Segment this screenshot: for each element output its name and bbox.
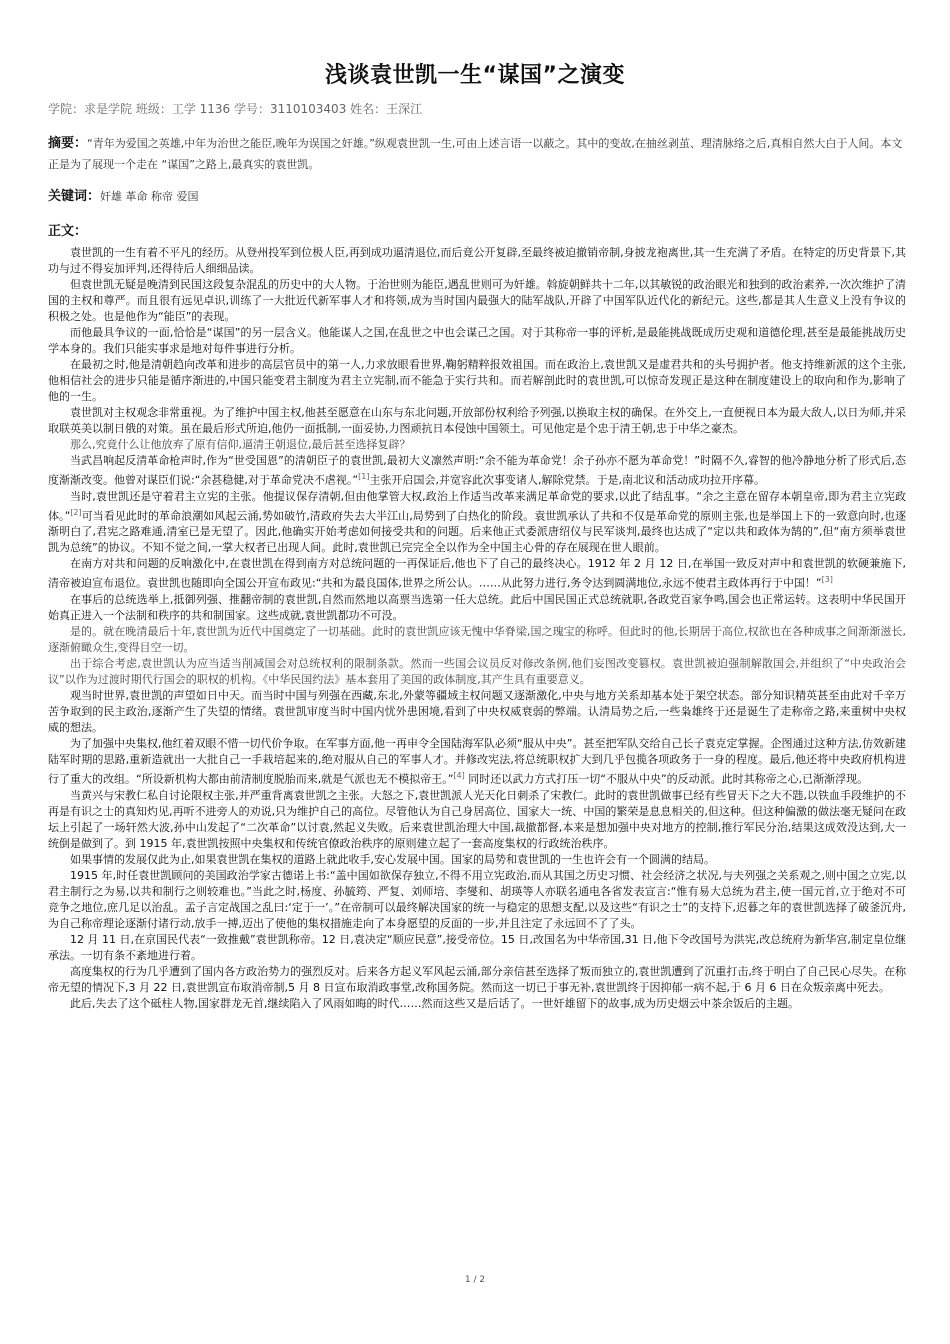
- paragraph: [48, 277, 906, 325]
- page-number: 1 / 2: [464, 1275, 486, 1285]
- paragraph-text: 在最初之时,他是清朝趋向改革和进步的高层官员中的第一人,力求放眼看世界,鞠躬精粹报效祖国。而在政治上,袁世凯又是虚君共和的头号拥护者。他支持维新派的这个主张,他相信社会的进步只能是循序渐进的,中国只能变君主制度为君主立宪制,而不能急于实行共和。而若解剖此时的袁世凯,可以惊奇发现正是这种在制度建设上的取向和作为,影响了他的一生。: [48, 358, 906, 403]
- body-text: [48, 245, 906, 1012]
- keywords: [48, 185, 908, 204]
- paragraph: [48, 624, 906, 656]
- paragraph-text: 袁世凯对主权观念非常重视。为了维护中国主权,他甚至愿意在山东与东北问题,开放部份权利给予列强,以换取主权的确保。在外交上,一直便视日本为最大敌人,以日为师,并采取联英美以制日俄的对策。虽在最后形式所迫,他仍一面抵制,一面妥协,力图顽抗日本侵蚀中国领土。可见他定是个忠于清王朝,忠于中华之豪杰。: [48, 406, 906, 435]
- paragraph-text: 那么,究竟什么让他放弃了原有信仰,逼清王朝退位,最后甚至选择复辟？: [70, 438, 411, 451]
- paragraph-text: 在帝制可以最终解决国家的统一与稳定的思想支配,以及这些“有识之士”的支持下,迟暮之年的袁世凯选择了破釜沉舟,为自己称帝理论逐渐付诸行动,放手一搏,迈出了使他的集权措施走向了本身愿望的反面的一步,并且注定了永远回不了了头。: [48, 900, 906, 930]
- paragraph: [48, 453, 906, 489]
- paragraph: [48, 489, 906, 557]
- paragraph: [48, 656, 906, 688]
- keywords-label: 关键词：: [48, 189, 101, 204]
- paragraph-text: 同时还以武力方式打压一切“不服从中央”的反动派。此时其称帝之心,已渐渐浮现。: [464, 772, 869, 786]
- paragraph: [48, 325, 906, 357]
- abstract: [48, 133, 908, 175]
- paragraph-text: 当时,袁世凯还是守着君主立宪的主张。他提议保存清朝,但由他掌管大权,政治上作适当改革来满足革命党的要求,以此了结乱事。“余之主意在留存本朝皇帝,即为君主立宪政体。”: [48, 489, 906, 523]
- paragraph-text: 袁世凯的一生有着不平凡的经历。从登州投军到位极人臣,再到成功逼清退位,而后竟公开复辟,至最终被迫撤销帝制,身披龙袍离世,其一生充满了矛盾。在特定的历史背景下,其功与过不得妄加评判,还得待后人细细品读。: [48, 246, 906, 275]
- citation-ref: [3]: [821, 575, 833, 585]
- paragraph-text: 当黄兴与宋教仁私自讨论限权主张,并严重背离袁世凯之主张。大怒之下,袁世凯派人光天化日刺杀了宋教仁。此时的袁世凯做事已经有些冒天下之大不韪,以铁血手段维护的不再是有识之士的真知灼见,再听不进旁人的劝说,只为维护自己的高位。尽管他认为自己身居高位、国家大一统、中国的繁荣是息息相关的,但这种。但这种偏激的做法毫无疑问在政坛上引起了一场轩然大波,孙中山发起了“二次革命”以讨袁,然起义失败。后来袁世凯治理大中国,裁撤都督,本来是想加强中央对地方的控制,推行军民分治,结果这成效没达到,大一统倒是做到了。到 1915 年,袁世凯按照中央集权和传统官僚政治秩序的原则建立起了一套高度集权的行政统治秩序。: [48, 788, 906, 850]
- paragraph-text: 为了加强中央集权,他红着双眼不惜一切代价争取。在军事方面,他一再申令全国陆海军队必须“服从中央”。甚至把军队交给自己长子袁克定掌握。企图通过这种方法,仿效新建陆军时期的思路,重新造就出一大批自己一手栽培起来的,绝对服从自己的军事人才。并修改宪法,将总统职权扩大到几乎包揽各项政务于一身的程度。最后,他还将中央政府机构进行了重大的改组。“所设新机构大都由前清制度脱胎而来,就是气派也无不模拟帝王。”: [48, 736, 906, 786]
- abstract-text: “青年为爱国之英雄,中年为治世之能臣,晚年为误国之奸雄。”纵观袁世凯一生,可由上述言语一以蔽之。其中的变故,在抽丝剥茧、理清脉络之后,真相自然大白于人间。本文正是为了展现一个走在 “谋国”之路上,最真实的袁世凯。: [48, 137, 903, 171]
- document-title: 浅谈袁世凯一生“谋国”之演变: [325, 63, 625, 88]
- paragraph: [48, 437, 906, 453]
- keywords-text: 奸雄 革命 称帝 爱国: [100, 190, 199, 203]
- section-heading: 正文：: [48, 224, 88, 239]
- paragraph-text: 观当时世界,袁世凯的声望如日中天。而当时中国与列强在西藏,东北,外蒙等疆域主权问题又逐渐激化,中央与地方关系却基本处于架空状态。部分知识精英甚至由此对千辛万苦争取到的民主政治,逐渐产生了失望的情绪。袁世凯审度当时中国内忧外患困境,看到了中央权威衰弱的弊端。认清局势之后,一些枭雄终于还是诞生了走称帝之路,来重树中央权威的想法。: [48, 688, 906, 734]
- paragraph: [48, 736, 906, 788]
- paragraph-text: 在南方对共和问题的反响激化中,在袁世凯在得到南方对总统问题的一再保证后,他也下了自己的最终决心。1912 年 2 月 12 日,在举国一致反对声中和袁世凯的软硬兼施下,清帝被迫宣布退位。袁世凯也随即向全国公开宣布政见:“共和为最良国体,世界之所公认。……从此努力进行,务令达到圆满地位,永远不使君主政体再行于中国！”: [48, 557, 906, 590]
- paragraph-text: 此后,失去了这个砥柱人物,国家群龙无首,继续陷入了风雨如晦的时代……然而这些又是后话了。一世奸雄留下的故事,成为历史烟云中茶余饭后的主题。: [70, 996, 799, 1010]
- paragraph-text: 是的。就在晚清最后十年,袁世凯为近代中国奠定了一切基础。此时的袁世凯应该无愧中华脊梁,国之瑰宝的称呼。但此时的他,长期居于高位,权欲也在各种成事之间渐渐滋长,逐渐俯瞰众生,变得目空一切。: [48, 624, 906, 654]
- paragraph: [48, 932, 906, 964]
- paragraph: [48, 556, 906, 592]
- paragraph: [48, 852, 906, 868]
- paragraph: [48, 996, 906, 1012]
- paragraph-text: 如果事情的发展仅此为止,如果袁世凯在集权的道路上就此收手,安心发展中国。国家的局势和袁世凯的一生也许会有一个圆满的结局。: [70, 852, 715, 866]
- citation-ref: [4]: [453, 770, 465, 780]
- author-info: 学院：求是学院 班级：工学 1136 学号：3110103403 姓名：王深江: [48, 102, 423, 116]
- paragraph-text: 可当看见此时的革命浪潮如风起云涌,势如破竹,清政府失去大半江山,局势到了白热化的阶段。袁世凯承认了共和不仅是革命党的原则主张,也是举国上下的一致意向时,也逐渐明白了,君宪之路难通,清室已是无望了。因此,他确实开始考虑如何接受共和的问题。后来他正式委派唐绍仪与民军谈判,最终也达成了“定以共和政体为鹄的”,但“南方须举袁世凯为总统”的协议。不知不觉之间,一掌大权者已出现人间。此时,袁世凯已完完全全以作为全中国主心骨的存在展现在世人眼前。: [48, 509, 907, 555]
- paragraph-text: 高度集权的行为几乎遭到了国内各方政治势力的强烈反对。后来各方起义军风起云涌,部分亲信甚至选择了叛而独立的,袁世凯遭到了沉重打击,终于明白了自己民心尽失。在称帝无望的情况下,3 月 22 日,袁世凯宣布取消帝制,5 月 8 日宣布取消政事堂,改称国务院。然而这一切已于事无补,袁世凯终于因抑郁一病不起,于 6 月 6 日在众叛亲离中死去。: [48, 964, 906, 994]
- paragraph-text: 主张开启国会,并宽容此次事变诸人,解除党禁。于是,南北议和活动成功拉开序幕。: [369, 473, 765, 487]
- paragraph-text: 1915 年,时任袁世凯顾问的美国政治学家古德诺上书:“盖中国如欲保存独立,不得不用立宪政治,而从其国之历史习惯、社会经济之状况,与夫列强之关系观之,则中国之立宪,以君主制行之为易,以共和制行之则较难也。”当此之时,杨度、孙毓筠、严复、刘师培、李燮和、胡瑛等人亦联名通电各省发表宣言:“惟有易大总统为君主,使一国元首,立于绝对不可竞争之地位,庶几足以治乱。孟子言定战国之乱曰:‘定于一’。”: [48, 868, 906, 914]
- paragraph: [48, 868, 906, 932]
- citation-ref: [1]: [358, 472, 370, 481]
- paragraph-text: 在事后的总统选举上,抵御列强、推翻帝制的袁世凯,自然而然地以高票当选第一任大总统。此后中国民国正式总统就职,各政党百家争鸣,国会也正常运转。这表明中华民国开始真正进入一个法制和秩序的共和制国家。这些成就,袁世凯都功不可没。: [48, 592, 906, 622]
- paragraph: [48, 405, 906, 437]
- paragraph: [48, 964, 906, 996]
- abstract-label: 摘要：: [48, 136, 88, 151]
- paragraph: [48, 788, 906, 852]
- paragraph-text: 而他最具争议的一面,恰恰是“谋国”的另一层含义。他能谋人之国,在乱世之中也会谋己之国。对于其称帝一事的评析,是最能挑战既成历史观和道德伦理,甚至是最能挑战历史学本身的。我们只能实事求是地对每件事进行分析。: [48, 326, 906, 355]
- citation-ref: [2]: [70, 507, 82, 517]
- paragraph-text: 但袁世凯无疑是晚清到民国这段复杂混乱的历史中的大人物。于治世则为能臣,遇乱世则可为奸雄。斡旋朝鲜共十二年,以其敏锐的政治眼光和独到的政治素养,一次次维护了清国的主权和尊严。而且很有远见卓识,训练了一大批近代新军事人才和将领,成为当时国内最强大的陆军战队,开辟了中国军队近代化的新纪元。这些,都是其人生意义上没有争议的积极之处。也是他作为“能臣”的表现。: [48, 278, 906, 323]
- paragraph: [48, 245, 906, 277]
- paragraph: [48, 592, 906, 624]
- paragraph-text: 当武昌响起反清革命枪声时,作为“世受国恩”的清朝臣子的袁世凯,最初大义凛然声明:“余不能为革命党！余子孙亦不愿为革命党！”时隔不久,睿智的他冷静地分析了形式后,态度渐渐改变。他曾对谋臣们说:“余甚稳健,对于革命党决不虐视。”: [48, 454, 906, 487]
- paragraph: [48, 688, 906, 736]
- paragraph-text: 12 月 11 日,在京国民代表“一致推戴”袁世凯称帝。12 日,袁决定“顺应民意”,接受帝位。15 日,改国名为中华帝国,31 日,他下令改国号为洪宪,改总统府为新华宫,制定皇位继承法。一切有条不紊地进行着。: [48, 932, 906, 962]
- paragraph: [48, 357, 906, 405]
- paragraph-text: 出于综合考虑,袁世凯认为应当适当削减国会对总统权利的限制条款。然而一些国会议员反对修改条例,他们妄图改变篡权。袁世凯被迫强制解散国会,并组织了“中央政治会议”以作为过渡时期代行国会的职权的机构。《中华民国约法》基本套用了美国的政体制度,其产生具有重要意义。: [48, 656, 906, 686]
